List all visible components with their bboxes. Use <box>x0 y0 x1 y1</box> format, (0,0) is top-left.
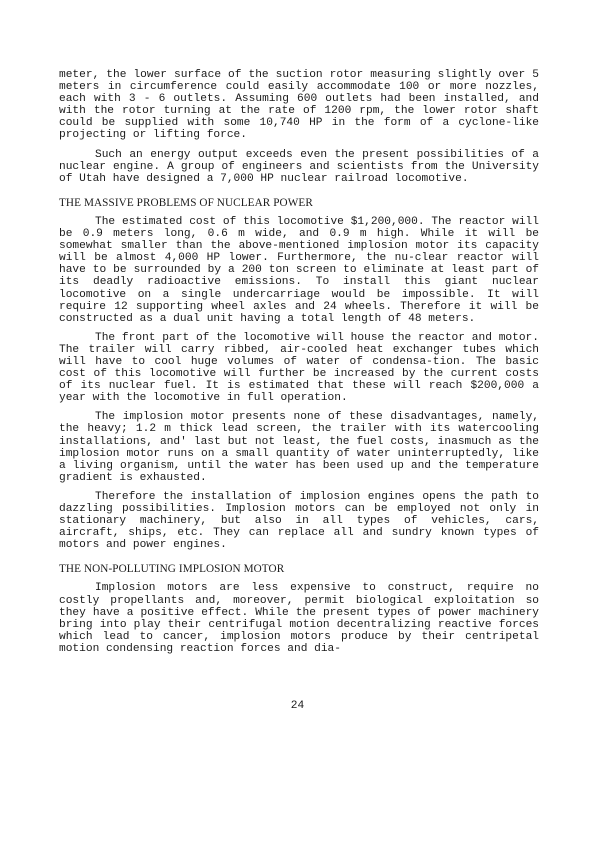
paragraph-locomotive-cost: The estimated cost of this locomotive $1,200,000. The reactor will be 0.9 meters long, 0.6 m wide, and 0.9 m high. While it will be somewhat smaller than the above-mentioned implosion motor its capacity will be almost 4,000 HP lower. Furthermore, the nu-clear reactor will have to be surrounded by a 200 ton screen to eliminate at least part of its deadly radioactive emissions. To install this giant nuclear locomotive on a single undercarriage would be impossible. It will require 12 supporting wheel axles and 24 wheels. Therefore it will be constructed as a dual unit having a total length of 48 meters. <box>59 215 539 325</box>
paragraph-implosion-possibilities: Therefore the installation of implosion engines opens the path to dazzling possibilities. Implosion motors can be employed not only in stationary machinery, but also in all types of vehicles, cars, aircraft, ships, etc. They can replace all and sundry known types of motors and power engines. <box>59 490 539 552</box>
paragraph-locomotive-layout: The front part of the locomotive will house the reactor and motor. The trailer will carry ribbed, air-cooled heat exchanger tubes which will have to cool huge volumes of water of condensa-tion. The basic cost of this locomotive will further be increased by the current costs of its nuclear fuel. It is estimated that these will reach $200,000 a year with the locomotive in full operation. <box>59 331 539 405</box>
page-body <box>59 69 539 662</box>
section-heading-nuclear-problems: THE MASSIVE PROBLEMS OF NUCLEAR POWER <box>59 196 313 209</box>
paragraph-implosion-advantages: The implosion motor presents none of these disadvantages, namely, the heavy; 1.2 m thick lead screen, the trailer with its watercooling installations, and' last but not least, the fuel costs, inasmuch as the implosion motor runs on a small quantity of water uninterruptedly, like a living organism, until the water has been used up and the temperature gradient is exhausted. <box>59 411 539 484</box>
paragraph-nuclear-comparison: Such an energy output exceeds even the present possibilities of a nuclear engine. A group of engineers and scientists from the University of Utah have designed a 7,000 HP nuclear railroad locomotive. <box>59 148 539 185</box>
paragraph-biological-exploitation: Implosion motors are less expensive to construct, require no costly propellants and, moreover, permit biological exploitation so they have a positive effect. While the present types of power machinery bring into play their centrifugal motion decentralizing reactive forces which lead to cancer, implosion motors produce by their centripetal motion condensing reaction forces and dia- <box>59 582 539 655</box>
section-heading-non-polluting: THE NON-POLLUTING IMPLOSION MOTOR <box>59 563 285 576</box>
paragraph-rotor-output: meter, the lower surface of the suction rotor measuring slightly over 5 meters in circumference could easily accommodate 100 or more nozzles, each with 3 - 6 outlets. Assuming 600 outlets had been installed, and with the rotor turning at the rate of 1200 rpm, the lower rotor shaft could be supplied with some 10,740 HP in the form of a cyclone-like projecting or lifting force. <box>59 69 539 142</box>
page-number: 24 <box>290 700 305 712</box>
